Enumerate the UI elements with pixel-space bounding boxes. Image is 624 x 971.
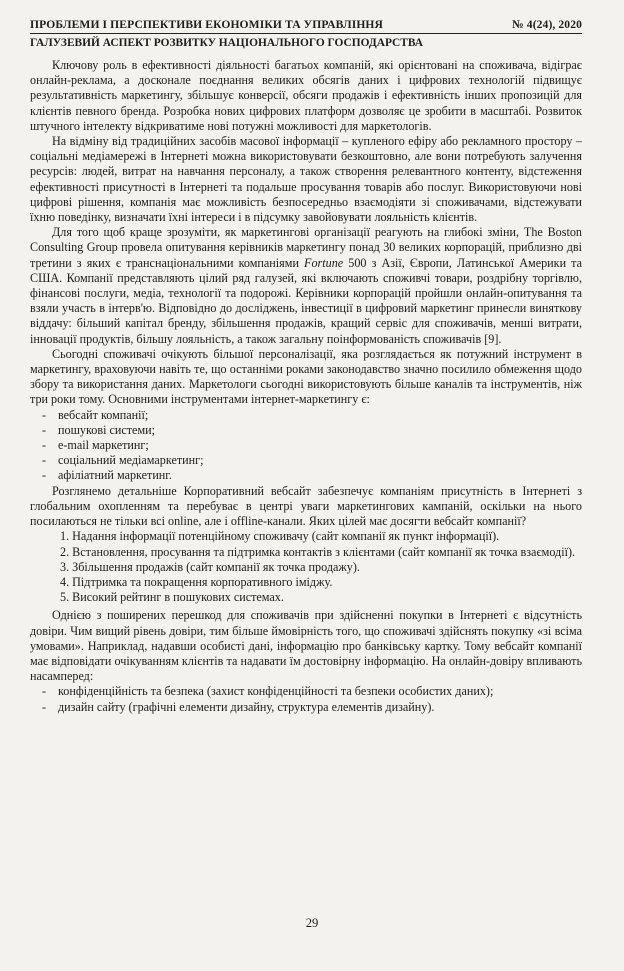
- list-item: 1. Надання інформації потенційному споживачу (сайт компанії як пункт інформації).: [60, 529, 500, 544]
- paragraph-3: [30, 225, 582, 347]
- list-item: 2. Встановлення, просування та підтримка контактів з клієнтами (сайт компанії як точка взаємодії).: [60, 544, 576, 559]
- paragraph-trust: Однією з поширених перешкод для споживачів при здійсненні покупки в Інтернеті є відсутність довіри. Чим вищий рівень довіри, тим більше ймовірність того, що споживачі здійснять покупку «зі всіма умовами». Наприклад, надавши особисті дані, інформацію про банківську картку. Тому вебсайт компанії має відповідати очікуванням клієнтів та надавати їм достовірну інформацію. На онлайн-довіру впливають насамперед:: [30, 608, 582, 684]
- paragraph-1: Ключову роль в ефективності діяльності багатьох компаній, які орієнтовані на споживача, відіграє онлайн-реклама, а досконале поєднання великих обсягів даних і цифрових технологій підвищує результативність маркетингу, збільшує конверсії, обсяги продажів і ефективність інших пропозицій для клієнтів певного бренда. Розробка нових цифрових платформ дозволяє це зробити в масштабі. Розвиток штучного інтелекту відкриватиме нові потужні можливості для маркетологів.: [30, 58, 582, 133]
- running-header: [30, 18, 582, 34]
- website-goals-list: [30, 529, 582, 605]
- paragraph-4: Сьогодні споживачі очікують більшої персоналізації, яка розглядається як потужний інструмент в маркетингу, враховуючи навіть те, що останніми роками законодавство значно посилило обмеження щодо збору та використання даних. Маркетологи сьогодні використовують більше каналів та інструментів, ніж три роки тому. Основними інструментами інтернет-маркетингу є:: [30, 346, 582, 407]
- paragraph-3-after: 500 з Азії, Європи, Латинської Америки та США. Компанії представляють цілий ряд галузей, які включають споживчі товари, роздрібну торгівлю, фінансові послуги, медіа, технології та подорожі. Керівники корпорацій пройшли онлайн-опитування та взяли участь в інтерв'ю. Відповідно до досліджень, інвестиції в цифровий маркетинг принесли виняткову віддачу: більший капітал бренду, збільшення продажів, кращий сервіс для споживачів, менші витрати, інновації продуктів, більшу лояльність, а також загальну поінформованість споживачів [9].: [30, 255, 583, 346]
- page-number: 29: [305, 916, 319, 930]
- list-item: 3. Збільшення продажів (сайт компанії як точка продажу).: [60, 559, 360, 574]
- journal-title: ПРОБЛЕМИ І ПЕРСПЕКТИВИ ЕКОНОМІКИ ТА УПРАВЛІННЯ: [30, 18, 384, 31]
- list-item: 5. Високий рейтинг в пошукових системах.: [60, 590, 284, 605]
- list-item: - пошукові системи;: [42, 422, 156, 437]
- list-item: - e-mail маркетинг;: [42, 438, 149, 453]
- issue-number: № 4(24), 2020: [512, 18, 582, 31]
- list-item: 4. Підтримка та покращення корпоративного іміджу.: [60, 574, 333, 589]
- paragraph-website: Розглянемо детальніше Корпоративний вебсайт забезпечує компаніям присутність в Інтернеті з глобальним охопленням та перебуває в центрі уваги маркетингових кампаній, оскільки на нього посилаються не тільки всі online, але і offline-канали. Яких цілей має досягти вебсайт компанії?: [30, 483, 582, 529]
- article-body: [30, 58, 582, 715]
- paragraph-3-before: Для того щоб краще зрозуміти, як маркетингові організації реагують на глибокі зміни, The Boston Consulting Group провела опитування керівників маркетингу понад 30 великих корпорацій, приблизно дві третини з яких є транснаціональними компаніями: [30, 225, 582, 270]
- list-item: - дизайн сайту (графічні елементи дизайну, структура елементів дизайну).: [42, 699, 435, 714]
- internet-marketing-tools-list: [30, 408, 582, 484]
- list-item: - соціальний медіамаркетинг;: [42, 453, 204, 468]
- list-item: - конфіденційність та безпека (захист конфіденційності та безпеки особистих даних);: [42, 684, 494, 699]
- trust-factors-list: [30, 684, 582, 714]
- list-item: - вебсайт компанії;: [42, 407, 149, 422]
- fortune-italic: Fortune: [304, 255, 344, 270]
- section-heading: ГАЛУЗЕВИЙ АСПЕКТ РОЗВИТКУ НАЦІОНАЛЬНОГО ГОСПОДАРСТВА: [30, 37, 423, 49]
- paragraph-2: На відміну від традиційних засобів масової інформації – купленого ефіру або рекламного простору – соціальні медіамережі в Інтернеті можна використовувати безкоштовно, але вони потребують залучення ресурсів: людей, витрат на навчання персоналу, а також створення релевантного контенту, відстеження ефективності присутності в Інтернеті та подальше просування товарів або послуг. Використовуючи нові цифрові рішення, компанія має можливість безпосередньо взаємодіяти зі споживачами, відстежувати їхню поведінку, визначати їхні інтереси і в підсумку завойовувати лояльність клієнтів.: [30, 134, 582, 225]
- list-item: - афіліатний маркетинг.: [42, 468, 172, 483]
